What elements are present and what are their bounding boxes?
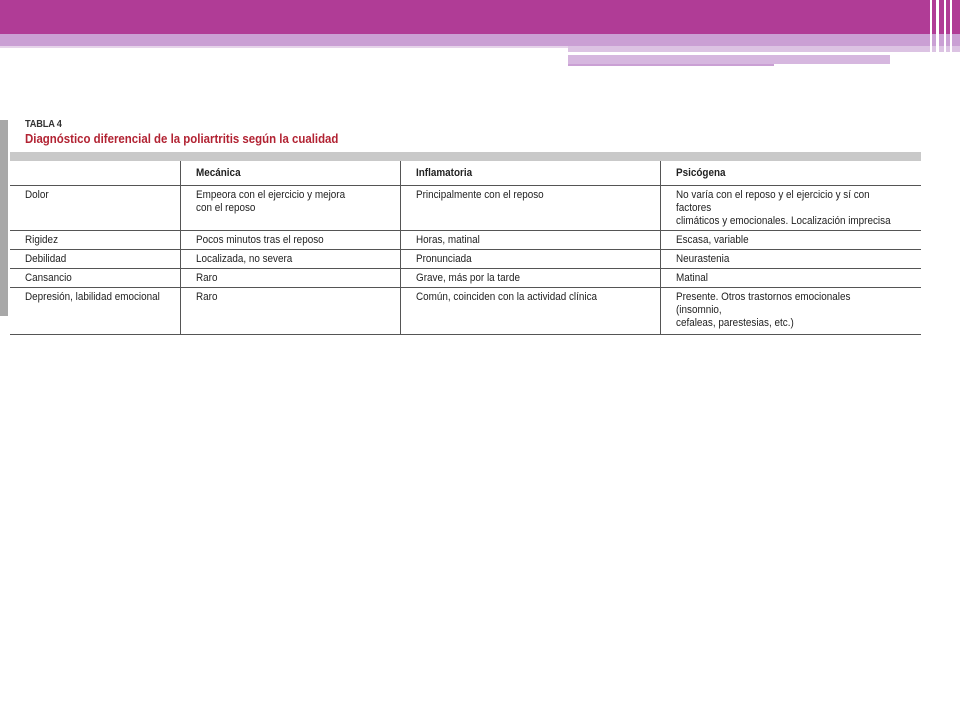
table-cell: No varía con el reposo y el ejercicio y sí con factores climáticos y emocionales. Localización imprecisa: [661, 186, 922, 231]
table-cell: Raro: [181, 269, 401, 288]
table-cell: Grave, más por la tarde: [401, 269, 661, 288]
table-cell: Matinal: [661, 269, 922, 288]
table-number: TABLA 4: [25, 118, 62, 130]
table-cell: Pronunciada: [401, 250, 661, 269]
table-row: [10, 186, 921, 231]
table-row: [10, 269, 921, 288]
row-label: Cansancio: [10, 269, 181, 288]
table-cell: Empeora con el ejercicio y mejora con el reposo: [181, 186, 401, 231]
header-band-main: [0, 0, 960, 34]
table-header-row: [10, 161, 921, 186]
header-cell-psicogena: Psicógena: [661, 161, 922, 186]
header-cell-inflamatoria: Inflamatoria: [401, 161, 661, 186]
table-cell: Principalmente con el reposo: [401, 186, 661, 231]
table-cell: Neurastenia: [661, 250, 922, 269]
row-label: Debilidad: [10, 250, 181, 269]
table-cell: Común, coinciden con la actividad clínica: [401, 288, 661, 335]
header-band-sub2: [568, 64, 774, 66]
table-cell: Presente. Otros trastornos emocionales (insomnio, cefaleas, parestesias, etc.): [661, 288, 922, 335]
table-figure: [25, 118, 921, 329]
row-label: Rigidez: [10, 231, 181, 250]
row-label: Dolor: [10, 186, 181, 231]
table-cell: Pocos minutos tras el reposo: [181, 231, 401, 250]
header-cell-empty: [10, 161, 181, 186]
table-row: [10, 250, 921, 269]
row-label: Depresión, labilidad emocional: [10, 288, 181, 335]
header-vline: [950, 0, 952, 66]
table-row: [10, 231, 921, 250]
table-row: [10, 288, 921, 335]
header-cell-mecanica: Mecánica: [181, 161, 401, 186]
left-accent-bar: [0, 120, 8, 316]
header-band-light: [0, 34, 960, 46]
header-vline: [936, 0, 939, 66]
header-vline: [930, 0, 932, 66]
header-vline: [944, 0, 946, 66]
table-cell: Raro: [181, 288, 401, 335]
header-band-thin: [0, 46, 568, 48]
table-cell: Horas, matinal: [401, 231, 661, 250]
table-top-rule: [10, 152, 921, 161]
table-cell: Localizada, no severa: [181, 250, 401, 269]
table-title: Diagnóstico diferencial de la poliartritis según la cualidad: [25, 131, 339, 146]
header-band-sub: [568, 55, 890, 64]
diagnosis-table: [10, 161, 921, 335]
table-cell: Escasa, variable: [661, 231, 922, 250]
